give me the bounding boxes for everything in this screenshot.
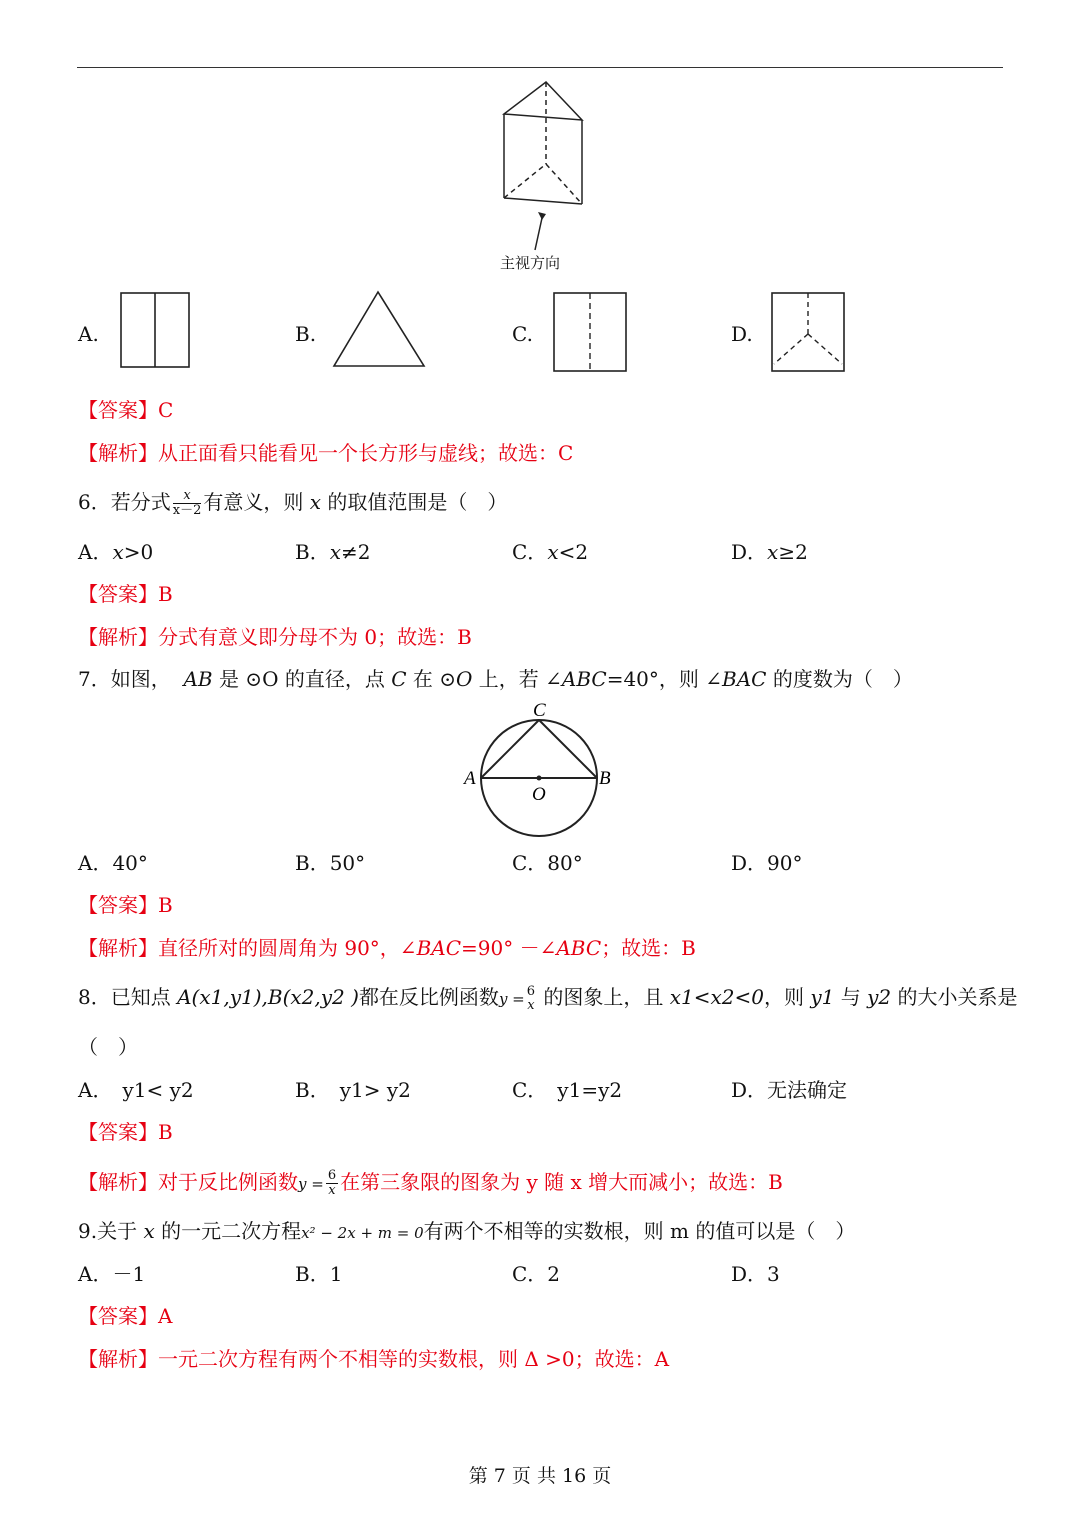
q7-option-d: D．90°	[731, 851, 803, 875]
q9-option-d: D．3	[731, 1262, 780, 1286]
prism-figure	[480, 78, 600, 278]
q5-option-b-figure	[332, 290, 426, 370]
q5-analysis: 【解析】从正面看只能看见一个长方形与虚线；故选：C	[78, 441, 574, 465]
q8-option-b: B． y1> y2	[295, 1078, 411, 1102]
q6-option-d: D．x≥2	[731, 540, 808, 564]
q7-option-a: A．40°	[78, 851, 148, 875]
q7-label-o: O	[532, 784, 546, 805]
q7-label-a: A	[464, 768, 476, 789]
q9-answer: 【答案】A	[78, 1304, 173, 1328]
q6-fraction: $\frac{x}{x-2}$	[172, 488, 202, 518]
q6-option-b: B．x≠2	[295, 540, 371, 564]
q7-label-c: C	[533, 700, 546, 721]
q5-option-d-figure	[771, 292, 849, 374]
page-footer: 第 7 页 共 16 页	[468, 1465, 612, 1487]
q9-option-a: A．－1	[78, 1262, 146, 1286]
q6-stem: 6．若分式 $\frac{x}{x-2}$ 有意义，则 x 的取值范围是（ ）	[78, 488, 508, 518]
q5-option-a-figure	[120, 292, 194, 370]
q5-option-d-label: D.	[731, 322, 753, 346]
q8-fraction: 6 x	[526, 983, 536, 1013]
q8-stem: 8．已知点 A(x1,y1),B(x2,y2 )都在反比例函数y = 6 x 的图象上，且 x1<x2<0，则 y1 与 y2 的大小关系是	[78, 983, 1018, 1013]
q7-answer: 【答案】B	[78, 893, 173, 917]
q8-analysis: 【解析】对于反比例函数y = $\frac{6}{x}$ 在第三象限的图象为 y 随 x 增大而减小；故选：B	[78, 1168, 783, 1198]
q9-option-c: C．2	[512, 1262, 561, 1286]
header-rule	[77, 67, 1003, 68]
q6-option-c: C．x<2	[512, 540, 589, 564]
q7-label-b: B	[599, 768, 611, 789]
q5-option-a-label: A.	[78, 322, 99, 346]
q8-option-c: C． y1=y2	[512, 1078, 623, 1102]
q5-option-c-figure	[553, 292, 631, 374]
q9-option-b: B．1	[295, 1262, 343, 1286]
q9-analysis: 【解析】一元二次方程有两个不相等的实数根，则 Δ >0；故选：A	[78, 1347, 670, 1371]
q8-paren: （ ）	[78, 1035, 138, 1059]
q5-option-c-label: C.	[512, 322, 533, 346]
q8-option-d: D．无法确定	[731, 1078, 848, 1102]
q6-option-a: A．x>0	[78, 540, 154, 564]
prism-caption: 主视方向	[500, 254, 561, 272]
q8-option-a: A． y1< y2	[78, 1078, 194, 1102]
q5-answer: 【答案】C	[78, 398, 174, 422]
q7-circle-figure	[462, 698, 622, 843]
q7-stem: 7．如图， AB 是 ⊙O 的直径，点 C 在 ⊙O 上，若 ∠ABC=40°，则 ∠BAC 的度数为（ ）	[78, 667, 913, 691]
q8-answer: 【答案】B	[78, 1120, 173, 1144]
q5-option-b-label: B.	[295, 322, 317, 346]
q7-option-c: C．80°	[512, 851, 583, 875]
q9-stem: 9.关于 x 的一元二次方程x² − 2x + m = 0有两个不相等的实数根，则 m 的值可以是（ ）	[78, 1219, 856, 1243]
q7-analysis: 【解析】直径所对的圆周角为 90°，∠BAC=90° －∠ABC；故选：B	[78, 936, 696, 960]
q7-option-b: B．50°	[295, 851, 366, 875]
q6-analysis: 【解析】分式有意义即分母不为 0；故选：B	[78, 625, 472, 649]
q6-answer: 【答案】B	[78, 582, 173, 606]
